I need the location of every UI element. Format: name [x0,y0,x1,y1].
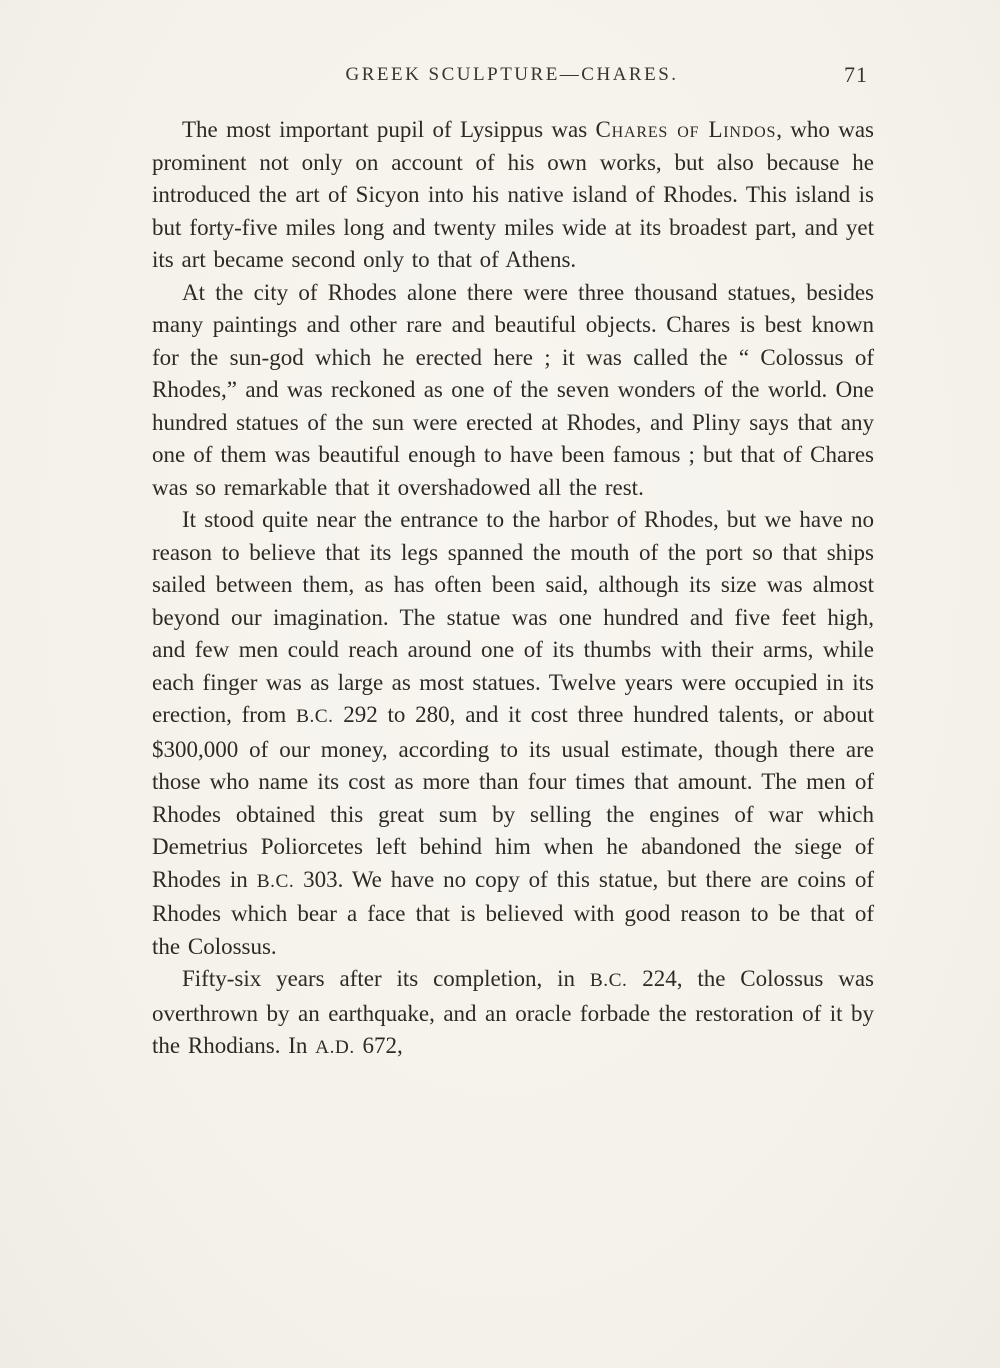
text-segment-abbreviation: B.C. [296,706,334,727]
text-segment: Fifty-six years after its completion, in [182,966,590,991]
page-header [152,64,872,94]
text-segment: It stood quite near the entrance to the harbor of Rhodes, but we have no reason to believe that its legs spanned the mouth of the port so that ships sailed between them, as has often been said, although its size was almost beyond our imagination. The statue was one hundred and five feet high, and few men could reach around one of its thumbs with their arms, while each finger was as large as most statues. Twelve years were occupied in its erection, from [152,507,874,727]
text-segment-abbreviation: A.D. [315,1037,355,1058]
text-segment: 672, [354,1033,403,1058]
text-segment: At the city of Rhodes alone there were three thousand statues, besides many paintings and other rare and beautiful objects. Chares is best known for the sun-god which he erected here ; it was called the “ Colossus of Rhodes,” and was reckoned as one of the seven wonders of the world. One hundred statues of the sun were erected at Rhodes, and Pliny says that any one of them was beautiful enough to have been famous ; but that of Chares was so remarkable that it overshadowed all the rest. [152,279,874,500]
body-text [152,114,874,1065]
text-segment: , who was prominent not only on account of his own works, but also because he introduced the art of Sicyon into his native island of Rhodes. This island is but forty-five miles long and twenty miles wide at its broadest part, and yet its art became second only to that of Athens. [152,117,874,272]
paragraph-2 [152,277,874,505]
running-title: GREEK SCULPTURE—CHARES. [345,64,679,85]
text-segment: 303. We have no copy of this statue, but there are coins of Rhodes which bear a face that is believed with good reason to be that of the Colossus. [152,866,875,959]
paragraph-4 [152,963,874,1065]
text-segment: The most important pupil of Lysippus was [182,117,596,142]
paragraph-1 [152,114,874,277]
text-segment: 224, the Colossus was overthrown by an earthquake, and an oracle forbade the restoration of it by the Rhodians. In [152,966,875,1058]
text-segment-abbreviation: B.C. [589,970,628,991]
text-segment-abbreviation: B.C. [256,870,295,892]
text-segment-smallcaps: Chares of Lindos [595,117,777,142]
page-number: 71 [844,62,868,87]
paragraph-3 [152,504,874,963]
text-segment: 292 to 280, and it cost three hundred talents, or about $300,000 of our money, according to its usual estimate, though there are those who name its cost as more than four times that amount. The men of Rhodes obtained this great sum by selling the engines of war which Demetrius Poliorcetes left behind him when he abandoned the siege of Rhodes in [152,702,874,892]
